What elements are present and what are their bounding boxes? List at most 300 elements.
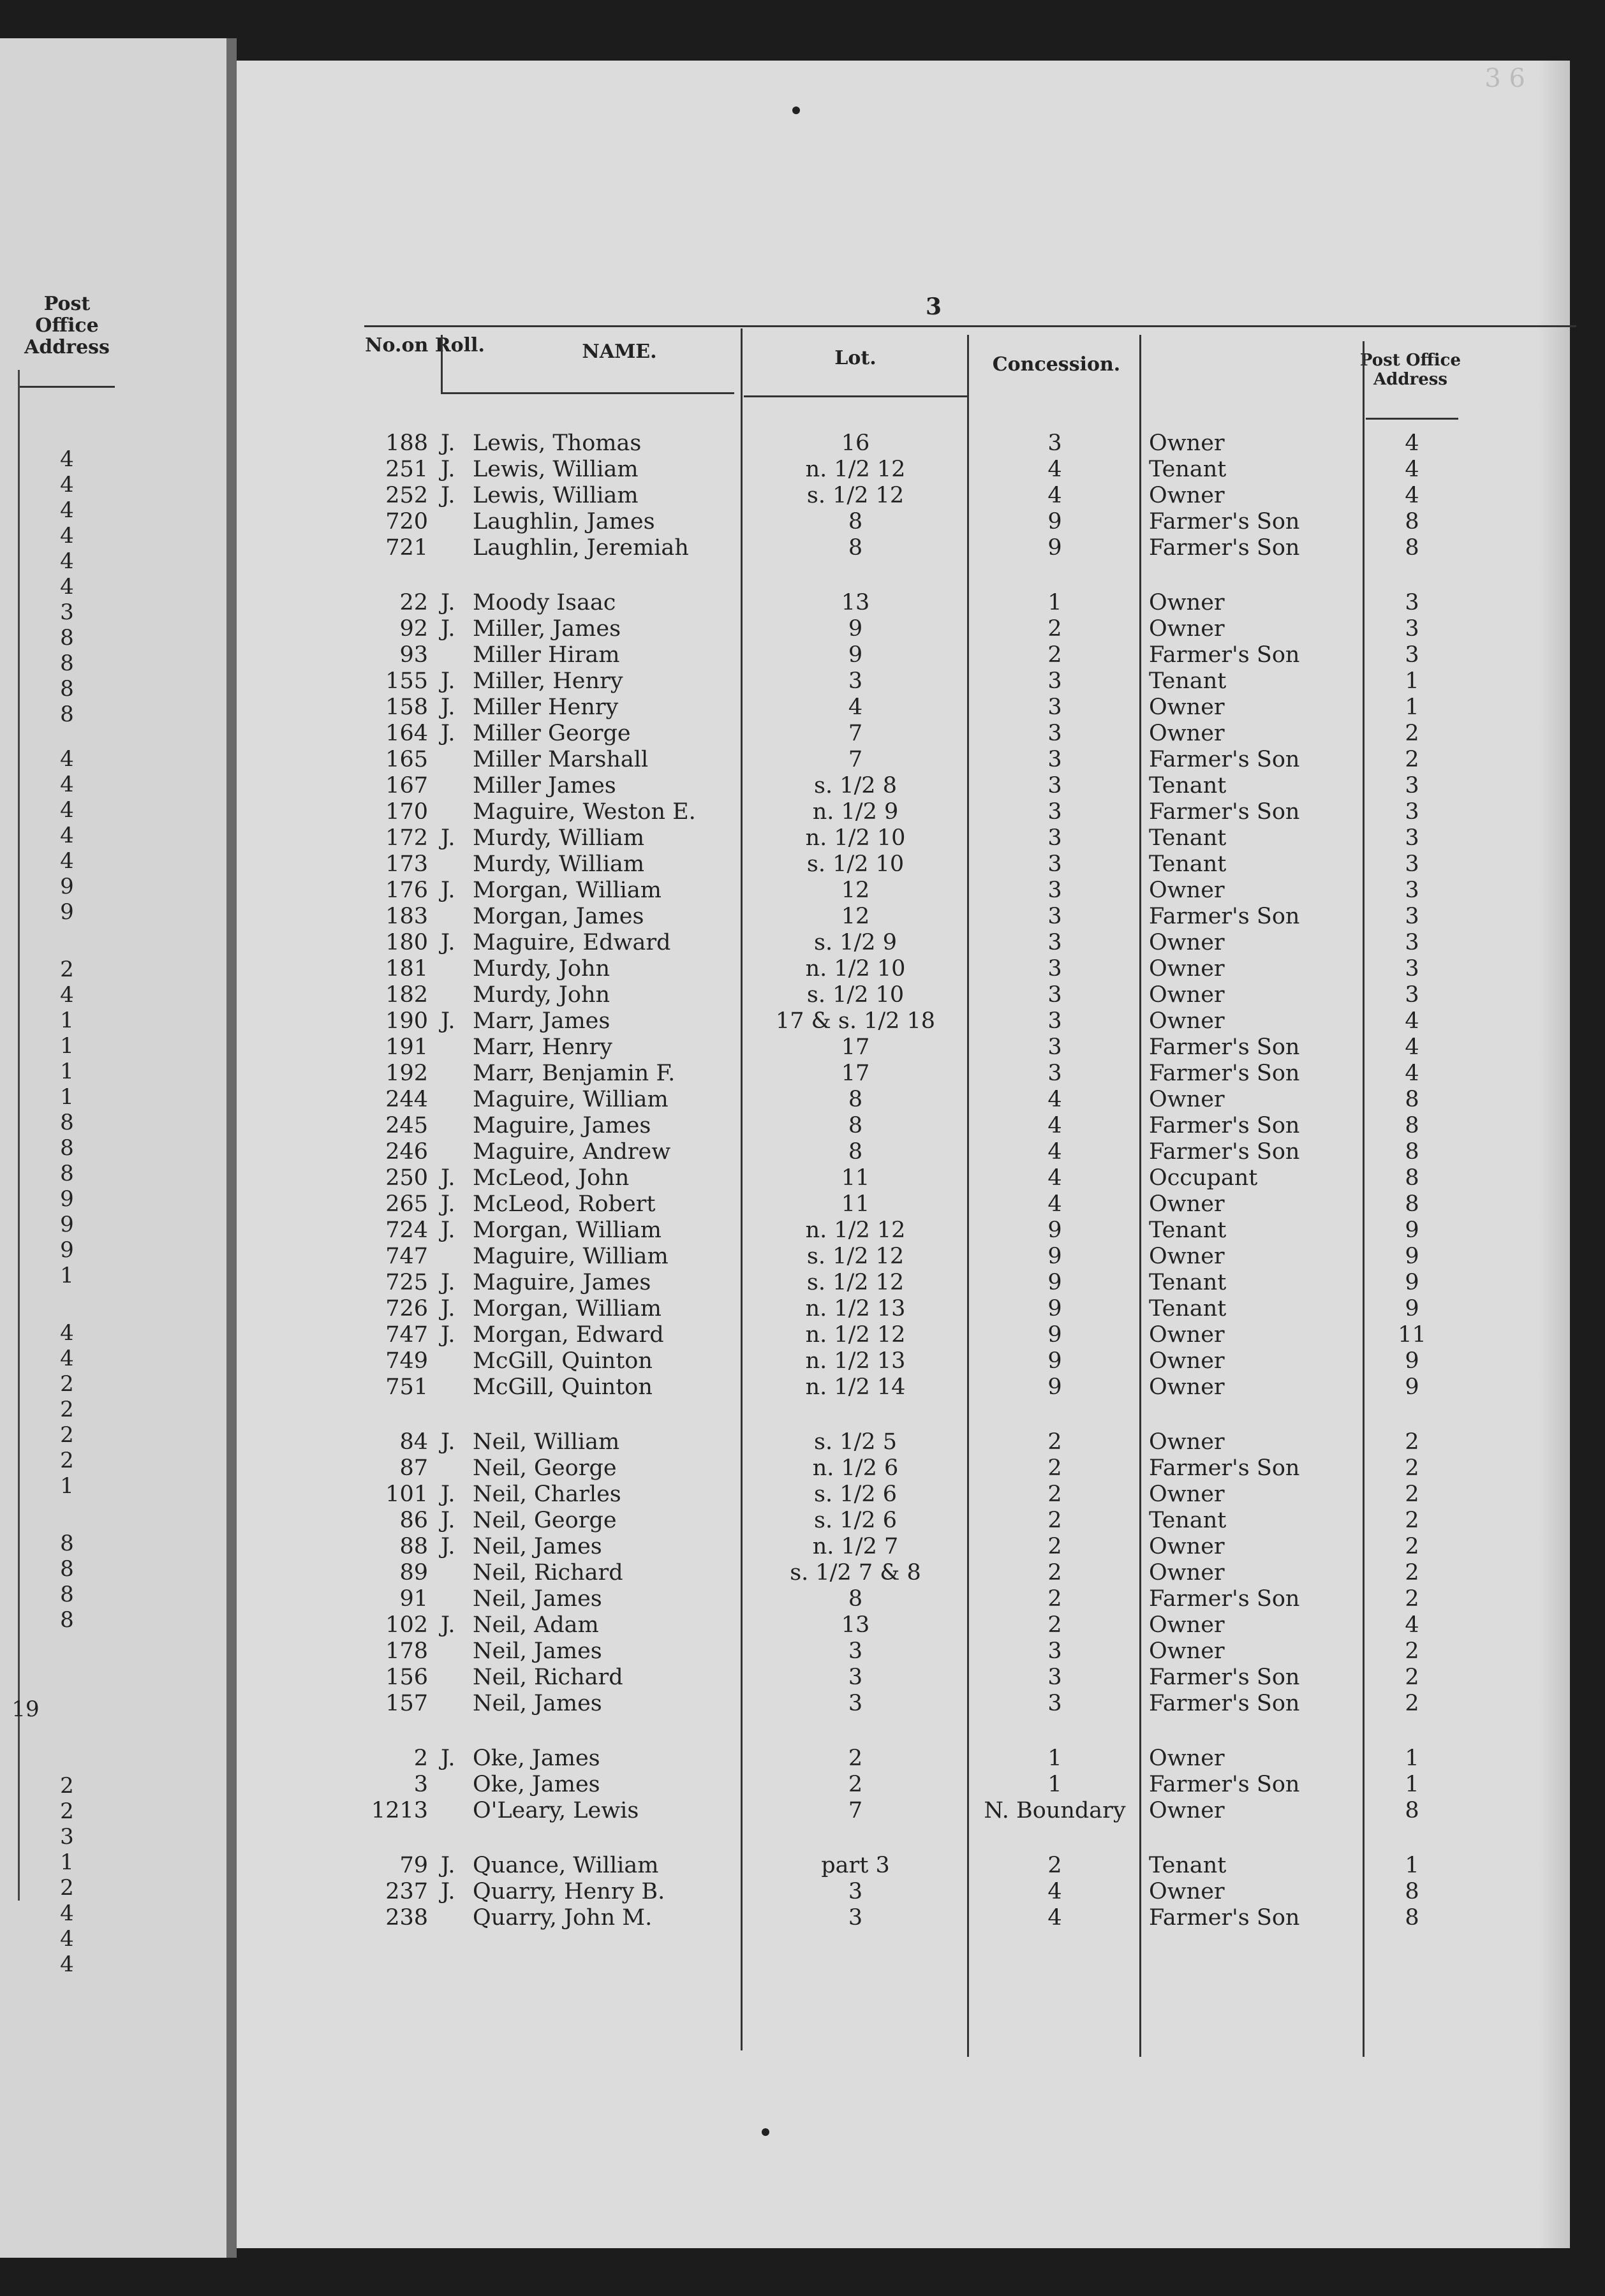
juror-mark: J. <box>441 878 455 903</box>
status-value: Occupant <box>1149 1165 1258 1191</box>
juror-mark: J. <box>441 1534 455 1559</box>
concession-value: 9 <box>1047 1218 1062 1243</box>
lot-value: 11 <box>841 1191 870 1217</box>
roll-number: 251 <box>385 457 428 482</box>
voter-name: Oke, James <box>473 1772 600 1797</box>
roll-number: 172 <box>385 825 428 851</box>
status-value: Farmer's Son <box>1149 747 1300 772</box>
juror-mark: J. <box>441 1270 455 1295</box>
roll-number: 238 <box>385 1905 428 1931</box>
left-post-value: 8 <box>60 1110 74 1135</box>
concession-value: 1 <box>1047 1746 1062 1771</box>
juror-mark: J. <box>441 695 455 720</box>
juror-mark: J. <box>441 457 455 482</box>
status-value: Owner <box>1149 695 1225 720</box>
post-office-value: 9 <box>1405 1348 1419 1374</box>
status-value: Owner <box>1149 1612 1225 1638</box>
roll-number: 93 <box>399 642 428 668</box>
post-office-value: 4 <box>1405 483 1419 508</box>
roll-number: 84 <box>399 1429 428 1455</box>
lot-value: 3 <box>848 1879 863 1904</box>
left-post-value: 4 <box>60 848 74 874</box>
voter-name: Quarry, John M. <box>473 1905 653 1931</box>
post-office-value: 1 <box>1405 695 1419 720</box>
table-row <box>237 1244 1570 1270</box>
table-row <box>237 825 1570 851</box>
table-row <box>237 1853 1570 1879</box>
corner-annotation: 3 6 <box>1484 64 1525 93</box>
table-row <box>237 590 1570 616</box>
lot-value: 3 <box>848 668 863 694</box>
concession-value: 3 <box>1047 1638 1062 1664</box>
status-value: Tenant <box>1149 1296 1227 1321</box>
concession-value: 3 <box>1047 695 1062 720</box>
voter-name: Murdy, William <box>473 825 645 851</box>
table-row <box>237 616 1570 642</box>
post-office-value: 2 <box>1405 1586 1419 1612</box>
lot-value: s. 1/2 6 <box>814 1508 897 1533</box>
header-concession: Concession. <box>992 353 1121 376</box>
lot-value: 7 <box>848 721 863 746</box>
status-value: Owner <box>1149 930 1225 955</box>
status-value: Farmer's Son <box>1149 1586 1300 1612</box>
concession-value: 2 <box>1047 1560 1062 1586</box>
lot-value: s. 1/2 7 & 8 <box>790 1560 921 1586</box>
table-row <box>237 1034 1570 1061</box>
table-row <box>237 1665 1570 1691</box>
status-value: Owner <box>1149 1560 1225 1586</box>
post-office-value: 2 <box>1405 721 1419 746</box>
table-row <box>237 956 1570 982</box>
table-row <box>237 1798 1570 1824</box>
left-post-value: 2 <box>60 1875 74 1901</box>
left-post-value: 2 <box>60 1422 74 1448</box>
voter-name: Murdy, John <box>473 982 610 1008</box>
status-value: Farmer's Son <box>1149 1113 1300 1138</box>
table-row <box>237 1534 1570 1560</box>
voter-name: Miller George <box>473 721 631 746</box>
lot-value: s. 1/2 6 <box>814 1482 897 1507</box>
header-post-office: Post Office Address <box>1359 351 1461 389</box>
table-row <box>237 695 1570 721</box>
status-value: Tenant <box>1149 825 1227 851</box>
voter-name: Murdy, John <box>473 956 610 982</box>
table-row <box>237 747 1570 773</box>
voter-name: Quance, William <box>473 1853 659 1878</box>
table-row <box>237 1746 1570 1772</box>
lot-value: n. 1/2 12 <box>805 1322 906 1348</box>
post-office-value: 9 <box>1405 1296 1419 1321</box>
post-office-value: 8 <box>1405 1139 1419 1165</box>
table-row <box>237 509 1570 535</box>
concession-value: 4 <box>1047 1165 1062 1191</box>
table-row <box>237 1638 1570 1665</box>
header-roll: No.on Roll. <box>365 334 485 357</box>
book-spine <box>226 38 237 2258</box>
status-value: Owner <box>1149 1746 1225 1771</box>
top-dot <box>792 107 800 114</box>
concession-value: 9 <box>1047 1296 1062 1321</box>
table-row <box>237 1374 1570 1401</box>
left-post-value: 9 <box>60 1212 74 1237</box>
concession-value: 2 <box>1047 1482 1062 1507</box>
status-value: Owner <box>1149 982 1225 1008</box>
voter-name: Morgan, William <box>473 1296 662 1321</box>
juror-mark: J. <box>441 668 455 694</box>
left-post-value: 4 <box>60 1901 74 1926</box>
concession-value: 3 <box>1047 851 1062 877</box>
lot-value: n. 1/2 10 <box>805 956 906 982</box>
concession-value: 3 <box>1047 668 1062 694</box>
voter-name: McGill, Quinton <box>473 1348 653 1374</box>
concession-value: 2 <box>1047 1534 1062 1559</box>
status-value: Owner <box>1149 1534 1225 1559</box>
left-post-value: 8 <box>60 1607 74 1633</box>
voter-name: Lewis, William <box>473 457 639 482</box>
concession-value: 9 <box>1047 1322 1062 1348</box>
roll-number: 158 <box>385 695 428 720</box>
voter-name: Neil, James <box>473 1691 602 1716</box>
table-row <box>237 773 1570 799</box>
table-row <box>237 1139 1570 1165</box>
roll-number: 720 <box>385 509 428 534</box>
lot-value: n. 1/2 6 <box>812 1455 899 1481</box>
voter-name: Neil, Adam <box>473 1612 599 1638</box>
table-row <box>237 1586 1570 1612</box>
lot-value: 7 <box>848 1798 863 1823</box>
lot-value: 8 <box>848 1113 863 1138</box>
left-post-value: 1 <box>60 1263 74 1288</box>
concession-value: 3 <box>1047 878 1062 903</box>
roll-number: 1213 <box>371 1798 428 1823</box>
concession-value: 9 <box>1047 1374 1062 1400</box>
status-value: Owner <box>1149 616 1225 642</box>
table-row <box>237 1905 1570 1931</box>
status-value: Farmer's Son <box>1149 1691 1300 1716</box>
concession-value: 9 <box>1047 1348 1062 1374</box>
left-page <box>0 38 226 2258</box>
lot-value: 9 <box>848 616 863 642</box>
roll-number: 245 <box>385 1113 428 1138</box>
lot-value: s. 1/2 10 <box>806 982 905 1008</box>
roll-number: 79 <box>399 1853 428 1878</box>
status-value: Farmer's Son <box>1149 1905 1300 1931</box>
concession-value: 3 <box>1047 825 1062 851</box>
roll-number: 22 <box>399 590 428 615</box>
voter-name: Miller Marshall <box>473 747 649 772</box>
roll-number: 156 <box>385 1665 428 1690</box>
status-value: Owner <box>1149 1008 1225 1034</box>
concession-value: 9 <box>1047 535 1062 561</box>
table-row <box>237 1772 1570 1798</box>
voter-name: Quarry, Henry B. <box>473 1879 665 1904</box>
table-row <box>237 1612 1570 1638</box>
concession-value: 9 <box>1047 1270 1062 1295</box>
voter-name: Marr, Henry <box>473 1034 612 1060</box>
post-office-value: 8 <box>1405 535 1419 561</box>
post-office-value: 8 <box>1405 1905 1419 1931</box>
post-office-value: 2 <box>1405 1534 1419 1559</box>
lot-value: s. 1/2 12 <box>806 483 905 508</box>
voter-name: Morgan, William <box>473 878 662 903</box>
roll-number: 3 <box>413 1772 428 1797</box>
concession-value: 3 <box>1047 1034 1062 1060</box>
table-row <box>237 1429 1570 1455</box>
table-row <box>237 878 1570 904</box>
roll-number: 89 <box>399 1560 428 1586</box>
status-value: Farmer's Son <box>1149 509 1300 534</box>
concession-value: 4 <box>1047 1139 1062 1165</box>
concession-value: 3 <box>1047 721 1062 746</box>
concession-value: 3 <box>1047 904 1062 929</box>
roll-number: 176 <box>385 878 428 903</box>
left-post-value: 8 <box>60 1582 74 1607</box>
roll-number: 751 <box>385 1374 428 1400</box>
status-value: Owner <box>1149 1482 1225 1507</box>
table-row <box>237 1008 1570 1034</box>
post-office-value: 4 <box>1405 1008 1419 1034</box>
lot-value: 7 <box>848 747 863 772</box>
lot-value: 3 <box>848 1638 863 1664</box>
table-row <box>237 1061 1570 1087</box>
lot-header-rule <box>744 395 967 397</box>
status-value: Farmer's Son <box>1149 904 1300 929</box>
concession-value: 3 <box>1047 430 1062 456</box>
voter-name: McGill, Quinton <box>473 1374 653 1400</box>
roll-number: 747 <box>385 1244 428 1269</box>
lot-value: 8 <box>848 1087 863 1112</box>
roll-number: 747 <box>385 1322 428 1348</box>
table-row <box>237 1165 1570 1191</box>
concession-value: 3 <box>1047 1691 1062 1716</box>
post-office-value: 4 <box>1405 1612 1419 1638</box>
concession-value: 4 <box>1047 1113 1062 1138</box>
roll-number: 155 <box>385 668 428 694</box>
table-row <box>237 1879 1570 1905</box>
lot-value: s. 1/2 12 <box>806 1244 905 1269</box>
status-value: Owner <box>1149 1798 1225 1823</box>
voter-name: Moody Isaac <box>473 590 616 615</box>
left-post-value: 4 <box>60 982 74 1008</box>
post-office-value: 3 <box>1405 851 1419 877</box>
post-office-value: 8 <box>1405 1113 1419 1138</box>
lot-value: n. 1/2 10 <box>805 825 906 851</box>
lot-value: 8 <box>848 535 863 561</box>
table-row <box>237 642 1570 668</box>
roll-number: 183 <box>385 904 428 929</box>
roll-number: 88 <box>399 1534 428 1559</box>
post-office-value: 8 <box>1405 1087 1419 1112</box>
concession-value: 2 <box>1047 1429 1062 1455</box>
status-value: Tenant <box>1149 668 1227 694</box>
lot-value: 8 <box>848 1139 863 1165</box>
post-office-value: 4 <box>1405 457 1419 482</box>
post-office-value: 1 <box>1405 1853 1419 1878</box>
left-post-value: 1 <box>60 1084 74 1110</box>
left-post-value: 8 <box>60 651 74 676</box>
table-row <box>237 982 1570 1008</box>
status-value: Farmer's Son <box>1149 1061 1300 1086</box>
post-office-value: 3 <box>1405 956 1419 982</box>
lot-value: s. 1/2 9 <box>814 930 897 955</box>
status-value: Tenant <box>1149 1270 1227 1295</box>
lot-value: n. 1/2 9 <box>812 799 899 825</box>
post-office-value: 8 <box>1405 1165 1419 1191</box>
left-column-rule <box>18 370 20 1901</box>
bottom-dot <box>762 2128 769 2136</box>
table-row <box>237 535 1570 561</box>
left-post-value: 9 <box>60 899 74 925</box>
voter-name: Laughlin, James <box>473 509 655 534</box>
status-value: Owner <box>1149 878 1225 903</box>
voter-name: Neil, William <box>473 1429 620 1455</box>
status-value: Tenant <box>1149 1508 1227 1533</box>
roll-number: 86 <box>399 1508 428 1533</box>
left-post-value: 4 <box>60 772 74 797</box>
table-row <box>237 1087 1570 1113</box>
status-value: Owner <box>1149 956 1225 982</box>
table-row <box>237 930 1570 956</box>
juror-mark: J. <box>441 1165 455 1191</box>
left-post-value: 4 <box>60 548 74 574</box>
roll-number: 182 <box>385 982 428 1008</box>
concession-value: 3 <box>1047 982 1062 1008</box>
lot-value: s. 1/2 5 <box>814 1429 897 1455</box>
roll-number: 192 <box>385 1061 428 1086</box>
roll-number: 165 <box>385 747 428 772</box>
concession-value: 3 <box>1047 1061 1062 1086</box>
page-number: 3 <box>926 293 942 320</box>
juror-mark: J. <box>441 1853 455 1878</box>
lot-value: n. 1/2 14 <box>805 1374 906 1400</box>
concession-value: 3 <box>1047 930 1062 955</box>
post-office-value: 8 <box>1405 1879 1419 1904</box>
table-row <box>237 1508 1570 1534</box>
roll-number: 87 <box>399 1455 428 1481</box>
left-post-value: 8 <box>60 702 74 727</box>
status-value: Tenant <box>1149 773 1227 798</box>
juror-mark: J. <box>441 1296 455 1321</box>
post-office-value: 9 <box>1405 1374 1419 1400</box>
left-post-value: 4 <box>60 1952 74 1977</box>
lot-value: 9 <box>848 642 863 668</box>
roll-number: 170 <box>385 799 428 825</box>
left-post-value: 4 <box>60 472 74 497</box>
concession-value: 4 <box>1047 1905 1062 1931</box>
roll-number: 725 <box>385 1270 428 1295</box>
left-post-office-header: Post Office Address <box>24 293 110 358</box>
concession-value: 1 <box>1047 590 1062 615</box>
concession-value: 4 <box>1047 1087 1062 1112</box>
left-post-value: 4 <box>60 1346 74 1371</box>
left-post-value: 1 <box>60 1473 74 1499</box>
left-post-value: 4 <box>60 523 74 548</box>
juror-mark: J. <box>441 1482 455 1507</box>
left-post-value: 1 <box>60 1008 74 1033</box>
lot-value: 4 <box>848 695 863 720</box>
concession-value: 3 <box>1047 773 1062 798</box>
lot-value: s. 1/2 8 <box>814 773 897 798</box>
concession-value: 2 <box>1047 1455 1062 1481</box>
post-office-value: 4 <box>1405 430 1419 456</box>
concession-value: 3 <box>1047 1665 1062 1690</box>
concession-value: 3 <box>1047 956 1062 982</box>
left-post-value: 19 <box>11 1696 40 1722</box>
roll-number: 167 <box>385 773 428 798</box>
roll-number: 244 <box>385 1087 428 1112</box>
lot-value: n. 1/2 13 <box>805 1296 906 1321</box>
concession-value: 9 <box>1047 509 1062 534</box>
roll-number: 749 <box>385 1348 428 1374</box>
post-office-value: 2 <box>1405 1482 1419 1507</box>
post-office-value: 2 <box>1405 747 1419 772</box>
roll-column-rule <box>441 335 443 392</box>
juror-mark: J. <box>441 1508 455 1533</box>
left-header-rule <box>19 386 115 388</box>
left-post-value: 2 <box>60 1371 74 1397</box>
header-top-rule <box>364 325 1576 327</box>
lot-value: 16 <box>841 430 870 456</box>
left-post-value: 1 <box>60 1850 74 1875</box>
table-row <box>237 483 1570 509</box>
voter-name: Neil, James <box>473 1586 602 1612</box>
status-value: Owner <box>1149 1429 1225 1455</box>
voter-name: Neil, Richard <box>473 1665 623 1690</box>
status-value: Owner <box>1149 1191 1225 1217</box>
juror-mark: J. <box>441 1429 455 1455</box>
right-page <box>237 61 1570 2248</box>
concession-value: 1 <box>1047 1772 1062 1797</box>
status-value: Owner <box>1149 1348 1225 1374</box>
voter-name: Miller James <box>473 773 616 798</box>
table-row <box>237 1348 1570 1374</box>
table-row <box>237 851 1570 878</box>
post-office-value: 11 <box>1398 1322 1426 1348</box>
lot-value: 13 <box>841 590 870 615</box>
lot-value: s. 1/2 10 <box>806 851 905 877</box>
left-post-value: 4 <box>60 823 74 848</box>
post-office-value: 2 <box>1405 1429 1419 1455</box>
roll-number: 250 <box>385 1165 428 1191</box>
table-row <box>237 457 1570 483</box>
table-row <box>237 1322 1570 1348</box>
lot-value: 3 <box>848 1905 863 1931</box>
post-office-value: 8 <box>1405 1798 1419 1823</box>
post-office-value: 4 <box>1405 1061 1419 1086</box>
status-value: Owner <box>1149 1322 1225 1348</box>
post-office-value: 3 <box>1405 930 1419 955</box>
concession-value: 2 <box>1047 1612 1062 1638</box>
post-office-value: 2 <box>1405 1560 1419 1586</box>
lot-value: 3 <box>848 1691 863 1716</box>
roll-number: 265 <box>385 1191 428 1217</box>
name-header-rule <box>441 392 734 394</box>
lot-value: n. 1/2 12 <box>805 457 906 482</box>
juror-mark: J. <box>441 483 455 508</box>
voter-name: Neil, Richard <box>473 1560 623 1586</box>
juror-mark: J. <box>441 721 455 746</box>
post-office-value: 3 <box>1405 904 1419 929</box>
table-row <box>237 1691 1570 1717</box>
table-row <box>237 1296 1570 1322</box>
post-office-value: 3 <box>1405 982 1419 1008</box>
table-row <box>237 799 1570 825</box>
table-row <box>237 430 1570 457</box>
voter-name: Morgan, James <box>473 904 644 929</box>
left-post-value: 2 <box>60 1397 74 1422</box>
roll-number: 181 <box>385 956 428 982</box>
status-value: Tenant <box>1149 1853 1227 1878</box>
